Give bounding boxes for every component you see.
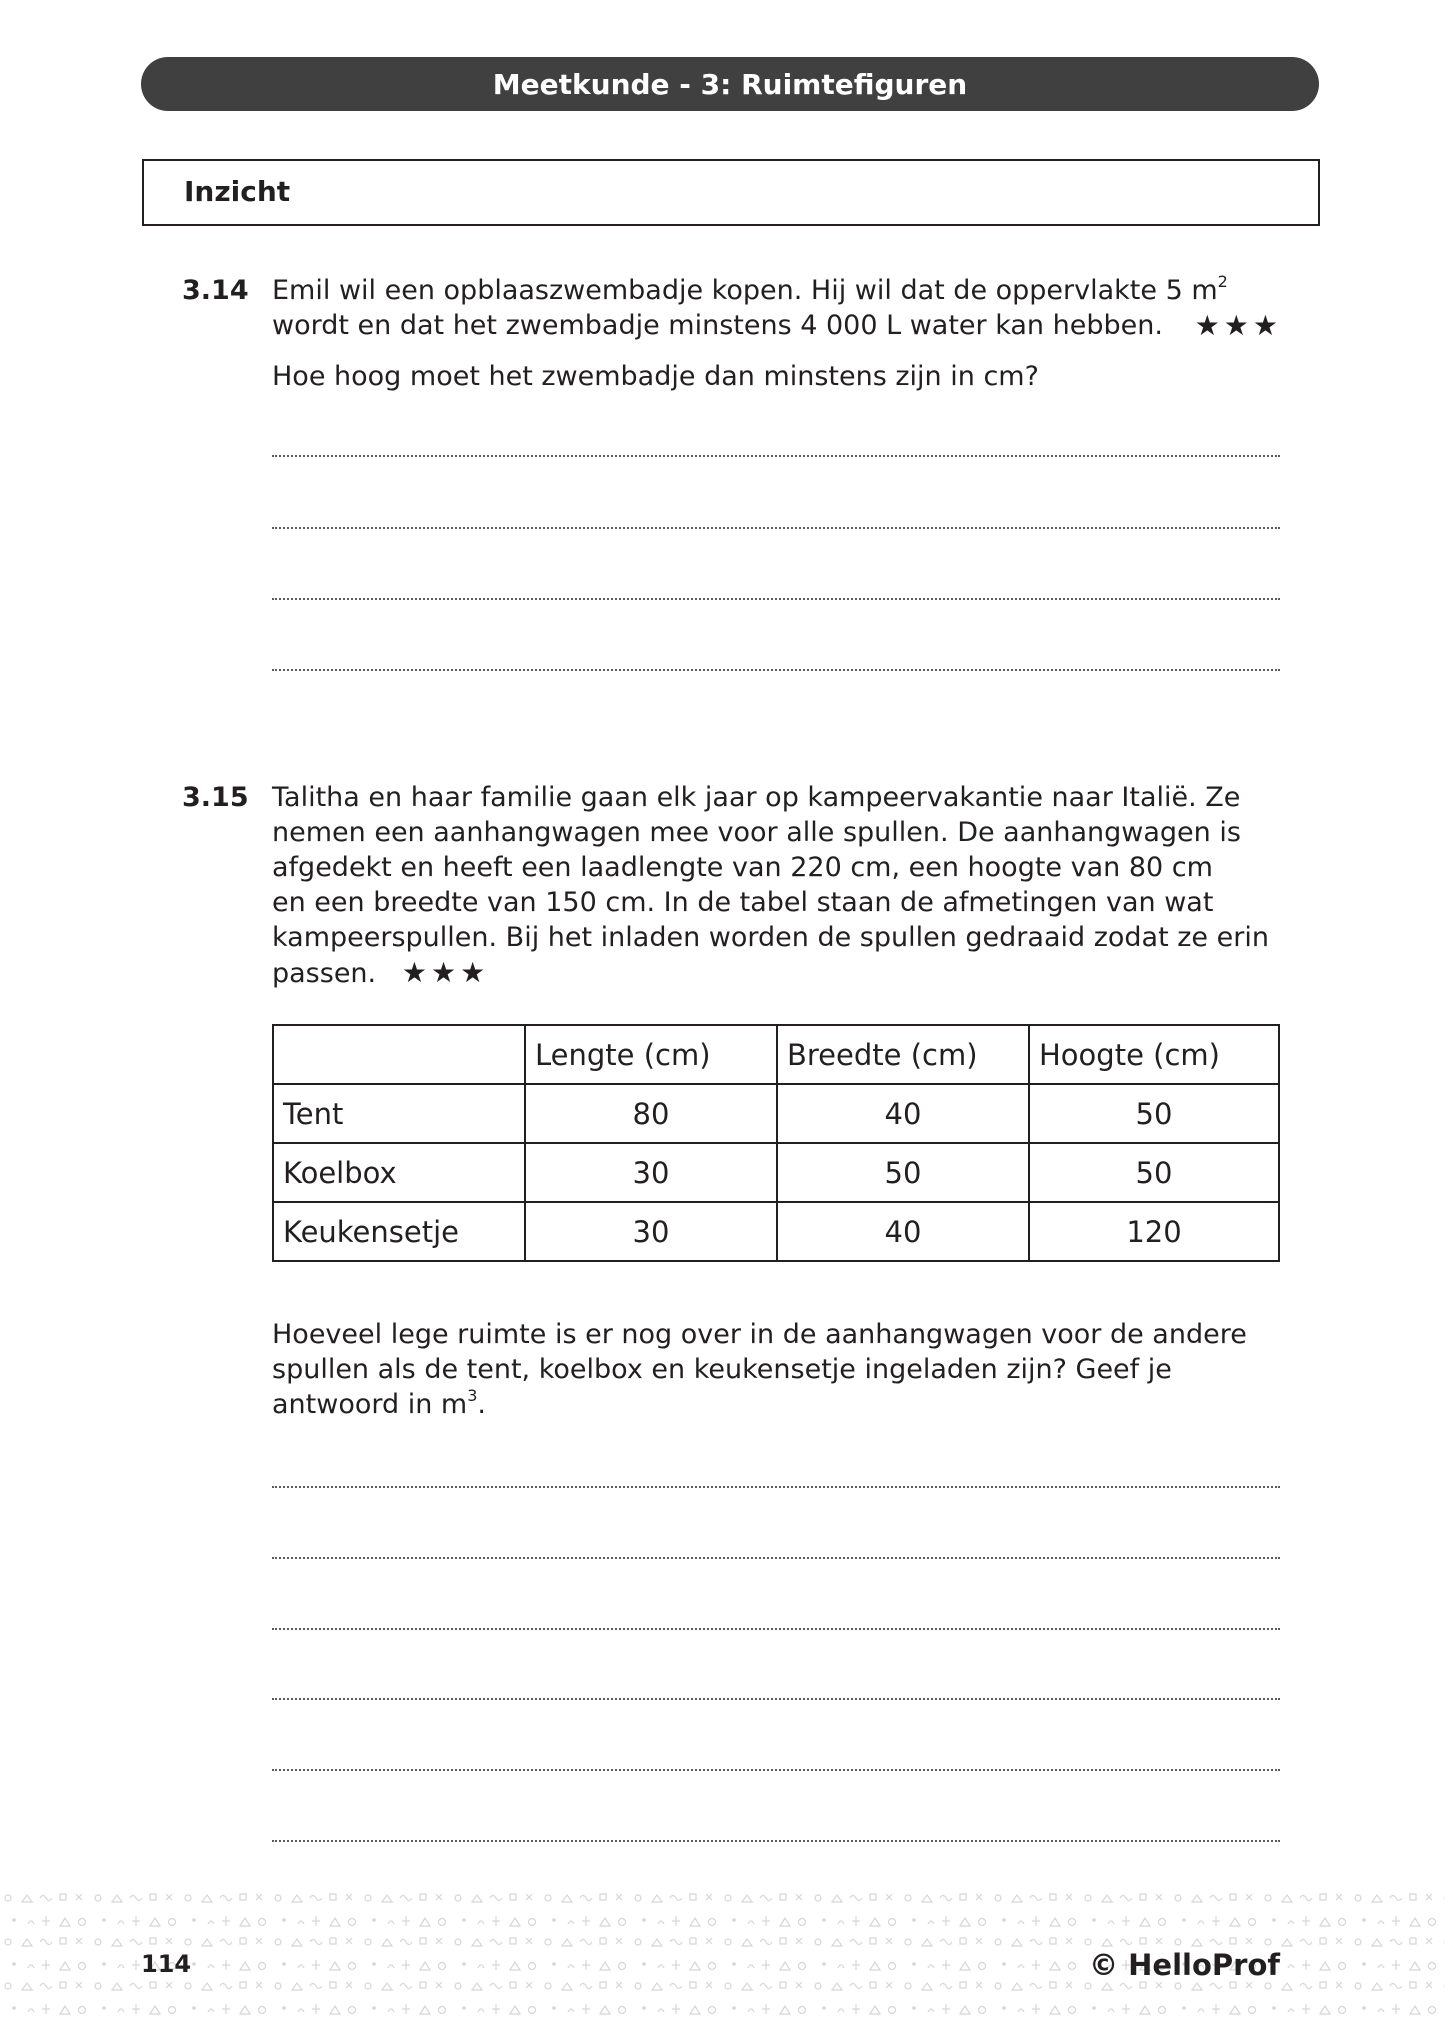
question-3-15-number: 3.15 bbox=[182, 782, 249, 813]
superscript: 2 bbox=[1217, 272, 1228, 291]
table-cell: 120 bbox=[1029, 1202, 1279, 1261]
dimensions-table bbox=[272, 1024, 1280, 1262]
section-box bbox=[142, 159, 1320, 226]
question-line: Hoeveel lege ruimte is er nog over in de aanhangwagen voor de andere bbox=[272, 1319, 1247, 1350]
answer-line[interactable] bbox=[272, 1840, 1280, 1842]
question-line: kampeerspullen. Bij het inladen worden de spullen gedraaid zodat ze erin bbox=[272, 922, 1269, 953]
question-line: spullen als de tent, koelbox en keukensetje ingeladen zijn? Geef je bbox=[272, 1354, 1172, 1385]
question-line: afgedekt en heeft een laadlengte van 220 cm, een hoogte van 80 cm bbox=[272, 852, 1213, 883]
answer-line[interactable] bbox=[272, 1486, 1280, 1488]
question-line: nemen een aanhangwagen mee voor alle spullen. De aanhangwagen is bbox=[272, 817, 1241, 848]
question-3-15-text bbox=[272, 780, 1292, 991]
answer-line[interactable] bbox=[272, 598, 1280, 600]
chapter-header bbox=[141, 57, 1319, 111]
question-3-14-number: 3.14 bbox=[182, 275, 249, 306]
table-cell: 50 bbox=[1029, 1084, 1279, 1143]
table-header-cell: Breedte (cm) bbox=[777, 1025, 1029, 1084]
chapter-title: Meetkunde - 3: Ruimtefiguren bbox=[492, 67, 968, 101]
answer-line[interactable] bbox=[272, 669, 1280, 671]
answer-line[interactable] bbox=[272, 527, 1280, 529]
table-header-row bbox=[273, 1025, 1279, 1084]
section-title: Inzicht bbox=[184, 175, 291, 208]
question-3-15-prompt bbox=[272, 1317, 1292, 1422]
table-header-cell: Hoogte (cm) bbox=[1029, 1025, 1279, 1084]
question-line: wordt en dat het zwembadje minstens 4 000 L water kan hebben. ★★★ bbox=[272, 309, 1282, 342]
question-line: en een breedte van 150 cm. In de tabel staan de afmetingen van wat bbox=[272, 887, 1214, 918]
difficulty-stars: ★★★ bbox=[401, 956, 490, 989]
table-cell: 50 bbox=[777, 1143, 1029, 1202]
table-header-cell: Lengte (cm) bbox=[525, 1025, 777, 1084]
brand-logo: © HelloProf bbox=[1089, 1948, 1280, 1982]
table-cell: 80 bbox=[525, 1084, 777, 1143]
answer-line[interactable] bbox=[272, 1698, 1280, 1700]
answer-line[interactable] bbox=[272, 1769, 1280, 1771]
table-cell-item: Koelbox bbox=[273, 1143, 525, 1202]
question-3-14-prompt: Hoe hoog moet het zwembadje dan minstens zijn in cm? bbox=[272, 361, 1039, 392]
table-row bbox=[273, 1202, 1279, 1261]
table-cell: 30 bbox=[525, 1202, 777, 1261]
table-row bbox=[273, 1143, 1279, 1202]
question-line: antwoord in $m^3$. bbox=[272, 1386, 486, 1420]
answer-line[interactable] bbox=[272, 1628, 1280, 1630]
question-3-14-text bbox=[272, 273, 1292, 343]
table-header-cell bbox=[273, 1025, 525, 1084]
table-cell: 40 bbox=[777, 1084, 1029, 1143]
page-number: 114 bbox=[141, 1950, 192, 1978]
table-cell-item: Keukensetje bbox=[273, 1202, 525, 1261]
table-cell: 40 bbox=[777, 1202, 1029, 1261]
table-cell: 50 bbox=[1029, 1143, 1279, 1202]
table-cell: 30 bbox=[525, 1143, 777, 1202]
answer-line[interactable] bbox=[272, 455, 1280, 457]
answer-line[interactable] bbox=[272, 1557, 1280, 1559]
question-line: passen. ★★★ bbox=[272, 956, 490, 989]
superscript: 3 bbox=[467, 1386, 478, 1405]
difficulty-stars: ★★★ bbox=[1194, 309, 1282, 342]
table-cell-item: Tent bbox=[273, 1084, 525, 1143]
table-row bbox=[273, 1084, 1279, 1143]
question-line: Emil wil een opblaaszwembadje kopen. Hij wil dat de oppervlakte 5 $m^2$ bbox=[272, 272, 1228, 306]
question-line: Talitha en haar familie gaan elk jaar op kampeervakantie naar Italië. Ze bbox=[272, 782, 1241, 813]
